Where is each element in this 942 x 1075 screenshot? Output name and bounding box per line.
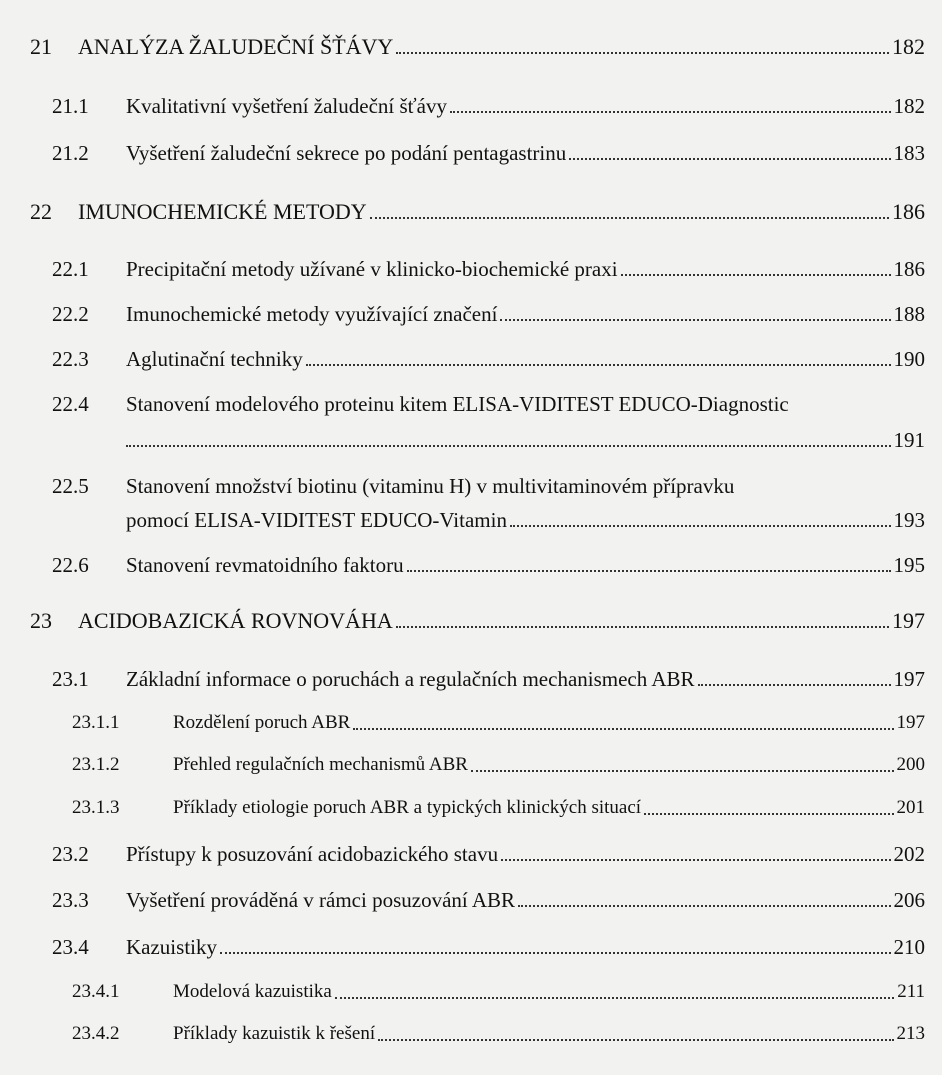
toc-title: Aglutinační techniky <box>126 347 303 371</box>
toc-title: Stanovení množství biotinu (vitaminu H) v multivitaminovém přípravku <box>126 474 735 498</box>
toc-number: 21 <box>30 34 52 59</box>
leader-dots <box>370 217 889 219</box>
toc-section-23-3 <box>52 887 925 913</box>
toc-number: 23.1.3 <box>72 797 120 818</box>
toc-number: 21.2 <box>52 141 89 165</box>
toc-chapter-23 <box>30 608 925 634</box>
toc-number: 22.3 <box>52 347 89 371</box>
toc-page: 197 <box>896 712 925 733</box>
toc-section-22-1 <box>52 256 925 282</box>
toc-title: Rozdělení poruch ABR <box>173 712 351 733</box>
toc-number: 22.4 <box>52 392 89 416</box>
toc-section-23-1 <box>52 666 925 692</box>
toc-page: 188 <box>893 302 925 326</box>
toc-chapter-21 <box>30 34 925 60</box>
toc-subsection-23-1-1 <box>72 710 925 736</box>
leader-dots <box>126 445 891 447</box>
toc-number: 22 <box>30 199 52 224</box>
toc-number: 23.3 <box>52 888 89 912</box>
toc-number: 22.2 <box>52 302 89 326</box>
toc-page: 183 <box>893 141 925 165</box>
toc-number: 23.1.1 <box>72 712 120 733</box>
toc-title: Modelová kazuistika <box>173 981 332 1002</box>
toc-title: IMUNOCHEMICKÉ METODY <box>78 199 367 224</box>
toc-section-22-5-cont <box>126 507 925 533</box>
toc-page: 206 <box>893 888 925 912</box>
leader-dots <box>335 997 894 999</box>
toc-title: Vyšetření prováděná v rámci posuzování ABR <box>126 888 515 912</box>
toc-section-21-2 <box>52 140 925 166</box>
leader-dots <box>450 111 891 113</box>
toc-page: 193 <box>893 508 925 532</box>
toc-page: 213 <box>896 1023 925 1044</box>
leader-dots <box>569 158 890 160</box>
toc-section-23-2 <box>52 841 925 867</box>
toc-title: Precipitační metody užívané v klinicko-biochemické praxi <box>126 257 618 281</box>
toc-chapter-22 <box>30 199 925 225</box>
toc-page: 197 <box>892 608 925 633</box>
toc-title: Přístupy k posuzování acidobazického stavu <box>126 842 499 866</box>
toc-subsection-23-4-2 <box>72 1021 925 1047</box>
toc-page: 211 <box>897 981 925 1002</box>
toc-page: 191 <box>893 428 925 452</box>
toc-title: Stanovení modelového proteinu kitem ELISA-VIDITEST EDUCO-Diagnostic <box>126 392 789 416</box>
leader-dots <box>510 525 891 527</box>
leader-dots <box>644 813 893 815</box>
toc-subsection-23-4-1 <box>72 979 925 1005</box>
toc-number: 22.5 <box>52 474 89 498</box>
toc-title: ACIDOBAZICKÁ ROVNOVÁHA <box>78 608 393 633</box>
toc-title: Přehled regulačních mechanismů ABR <box>173 754 468 775</box>
toc-section-22-2 <box>52 301 925 327</box>
toc-section-22-3 <box>52 346 925 372</box>
toc-title: Stanovení revmatoidního faktoru <box>126 553 404 577</box>
leader-dots <box>306 364 891 366</box>
toc-section-21-1 <box>52 93 925 119</box>
leader-dots <box>396 52 889 54</box>
toc-number: 23.4 <box>52 935 89 959</box>
leader-dots <box>471 770 894 772</box>
toc-title: Příklady kazuistik k řešení <box>173 1023 376 1044</box>
toc-title: Základní informace o poruchách a regulačních mechanismech ABR <box>126 667 695 691</box>
toc-number: 23 <box>30 608 52 633</box>
leader-dots <box>621 274 891 276</box>
toc-title: Imunochemické metody využívající značení <box>126 302 498 326</box>
toc-title: ANALÝZA ŽALUDEČNÍ ŠŤÁVY <box>78 34 394 59</box>
leader-dots <box>518 905 891 907</box>
leader-dots <box>500 319 890 321</box>
toc-page: 182 <box>892 34 925 59</box>
leader-dots <box>698 684 891 686</box>
toc-title: Kvalitativní vyšetření žaludeční šťávy <box>126 94 447 118</box>
toc-number: 23.1.2 <box>72 754 120 775</box>
toc-title-continued: pomocí ELISA-VIDITEST EDUCO-Vitamin <box>126 508 507 532</box>
leader-dots <box>353 728 893 730</box>
toc-title: Vyšetření žaludeční sekrece po podání pentagastrinu <box>126 141 567 165</box>
toc-subsection-23-1-3 <box>72 795 925 821</box>
toc-subsection-23-1-2 <box>72 752 925 778</box>
toc-page: 210 <box>893 935 925 959</box>
leader-dots <box>407 570 891 572</box>
toc-number: 23.4.2 <box>72 1023 120 1044</box>
toc-page: 201 <box>896 797 925 818</box>
toc-number: 23.4.1 <box>72 981 120 1002</box>
toc-number: 21.1 <box>52 94 89 118</box>
toc-page: 195 <box>893 553 925 577</box>
toc-page: 200 <box>896 754 925 775</box>
toc-page: 190 <box>893 347 925 371</box>
toc-number: 22.6 <box>52 553 89 577</box>
leader-dots <box>220 952 891 954</box>
toc-number: 22.1 <box>52 257 89 281</box>
toc-page: 202 <box>893 842 925 866</box>
toc-page: 197 <box>893 667 925 691</box>
toc-number: 23.1 <box>52 667 89 691</box>
toc-page: 186 <box>892 199 925 224</box>
toc-title: Příklady etiologie poruch ABR a typických klinických situací <box>173 797 642 818</box>
leader-dots <box>396 626 889 628</box>
toc-section-22-4-cont <box>126 427 925 453</box>
toc-page: 186 <box>893 257 925 281</box>
toc-number: 23.2 <box>52 842 89 866</box>
leader-dots <box>378 1039 893 1041</box>
toc-section-22-6 <box>52 552 925 578</box>
toc-section-23-4 <box>52 934 925 960</box>
toc-page: 182 <box>893 94 925 118</box>
leader-dots <box>501 859 890 861</box>
toc-title: Kazuistiky <box>126 935 217 959</box>
